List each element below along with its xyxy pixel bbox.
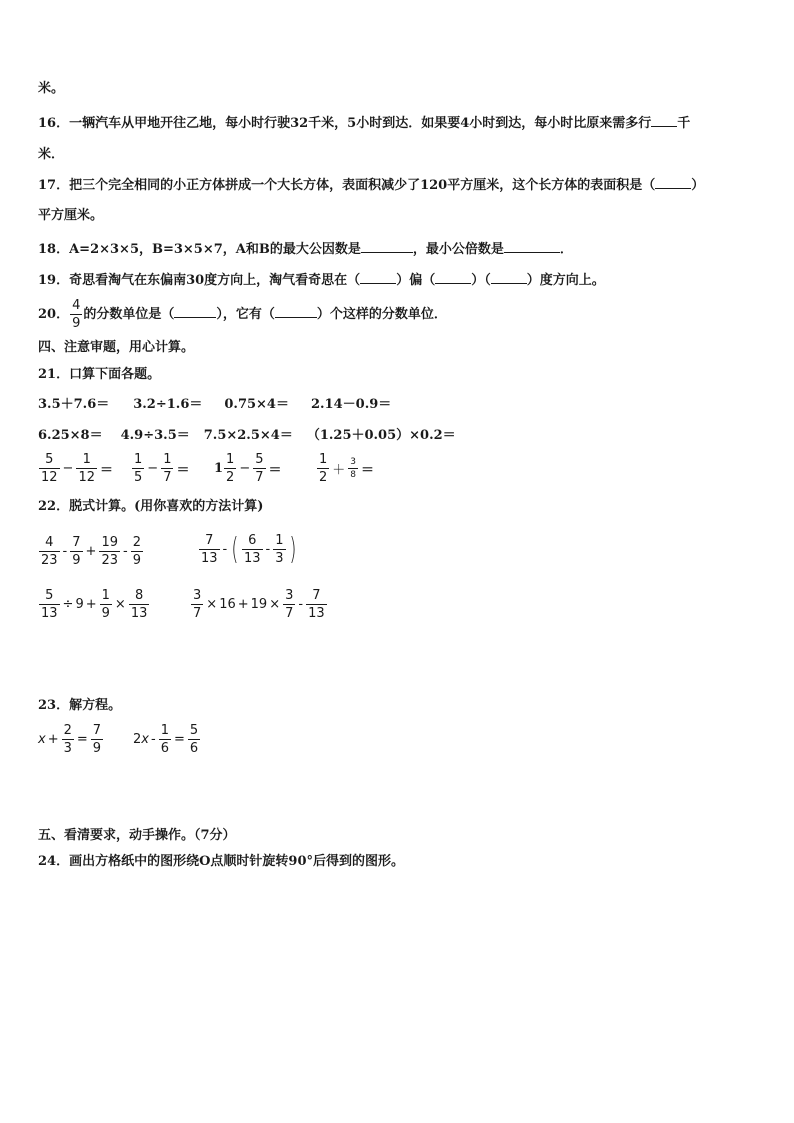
q23-equation-2: 2 x - $\frac{1}{6}$ = $\frac{5}{6}$ [133, 723, 199, 756]
q22-expr-1: $\frac{4}{23}$ - $\frac{7}{9}$ + $\frac{19}{23}$ - $\frac{2}{9}$ [41, 535, 141, 568]
q15-tail: 米。 [38, 81, 65, 96]
q21-fraction-expr-2: $\frac{1}{5}$ − $\frac{1}{7}$ ＝ [134, 452, 190, 485]
answer-blank[interactable] [504, 240, 560, 253]
question-23-title: 23．解方程。 [38, 698, 122, 713]
q21-fraction-expr-3: 1 $\frac{1}{2}$ − $\frac{5}{7}$ ＝ [214, 452, 282, 485]
q21-fraction-expr-4: $\frac{1}{2}$ ＋ $\frac{3}{8}$ ＝ [319, 452, 375, 485]
fraction: $\frac{4}{9}$ [72, 298, 81, 331]
question-22-title: 22．脱式计算。(用你喜欢的方法计算) [38, 499, 264, 514]
section-5-heading: 五、看清要求，动手操作。（7分） [38, 828, 236, 843]
q21-fraction-expr-1: $\frac{5}{12}$ − $\frac{1}{12}$ ＝ [41, 452, 114, 485]
answer-blank[interactable] [174, 305, 216, 318]
q22-expr-2: $\frac{7}{13}$ - ( $\frac{6}{13}$ - $\frac{1}{3}$ ) [201, 531, 296, 567]
answer-blank[interactable] [655, 176, 691, 189]
question-17-cont: 平方厘米。 [38, 208, 104, 223]
q22-expr-3: $\frac{5}{13}$ ÷ 9 + $\frac{1}{9}$ × $\frac{8}{13}$ [41, 588, 148, 621]
question-24: 24．画出方格纸中的图形绕O点顺时针旋转90°后得到的图形。 [38, 854, 405, 869]
section-4-heading: 四、注意审题，用心计算。 [38, 340, 195, 355]
q21-row-1: 3.5＋7.6＝ 3.2÷1.6＝ 0.75×4＝ 2.14－0.9＝ [38, 397, 392, 412]
q23-equation-1: x + $\frac{2}{3}$ = $\frac{7}{9}$ [38, 723, 102, 756]
question-18: 18．A=2×3×5，B=3×5×7，A和B的最大公因数是 ，最小公倍数是 ． [38, 242, 573, 257]
q21-row-2: 6.25×8＝ 4.9÷3.5＝ 7.5×2.5×4＝ （1.25＋0.05）×0.2＝ [38, 428, 456, 443]
q22-expr-4: $\frac{3}{7}$ × 16 + 19 × $\frac{3}{7}$ - $\frac{7}{13}$ [193, 588, 325, 621]
question-16: 16．一辆汽车从甲地开往乙地，每小时行驶32千米，5小时到达．如果要4小时到达，每小时比原来需多行 千 [38, 116, 691, 131]
answer-blank[interactable] [651, 114, 677, 127]
answer-blank[interactable] [361, 240, 413, 253]
question-17: 17．把三个完全相同的小正方体拼成一个大长方体，表面积减少了120平方厘米，这个长方体的表面积是（ ） [38, 178, 705, 193]
answer-blank[interactable] [360, 271, 396, 284]
question-21-title: 21．口算下面各题。 [38, 367, 161, 382]
answer-blank[interactable] [275, 305, 317, 318]
answer-blank[interactable] [491, 271, 527, 284]
question-20: 20． $\frac{4}{9}$ 的分数单位是（ ），它有（ ）个这样的分数单位． [38, 298, 447, 331]
answer-blank[interactable] [435, 271, 471, 284]
question-16-cont: 米． [38, 147, 65, 162]
question-19: 19．奇思看淘气在东偏南30度方向上，淘气看奇思在（ ）偏（ ）（ ）度方向上。 [38, 273, 605, 288]
